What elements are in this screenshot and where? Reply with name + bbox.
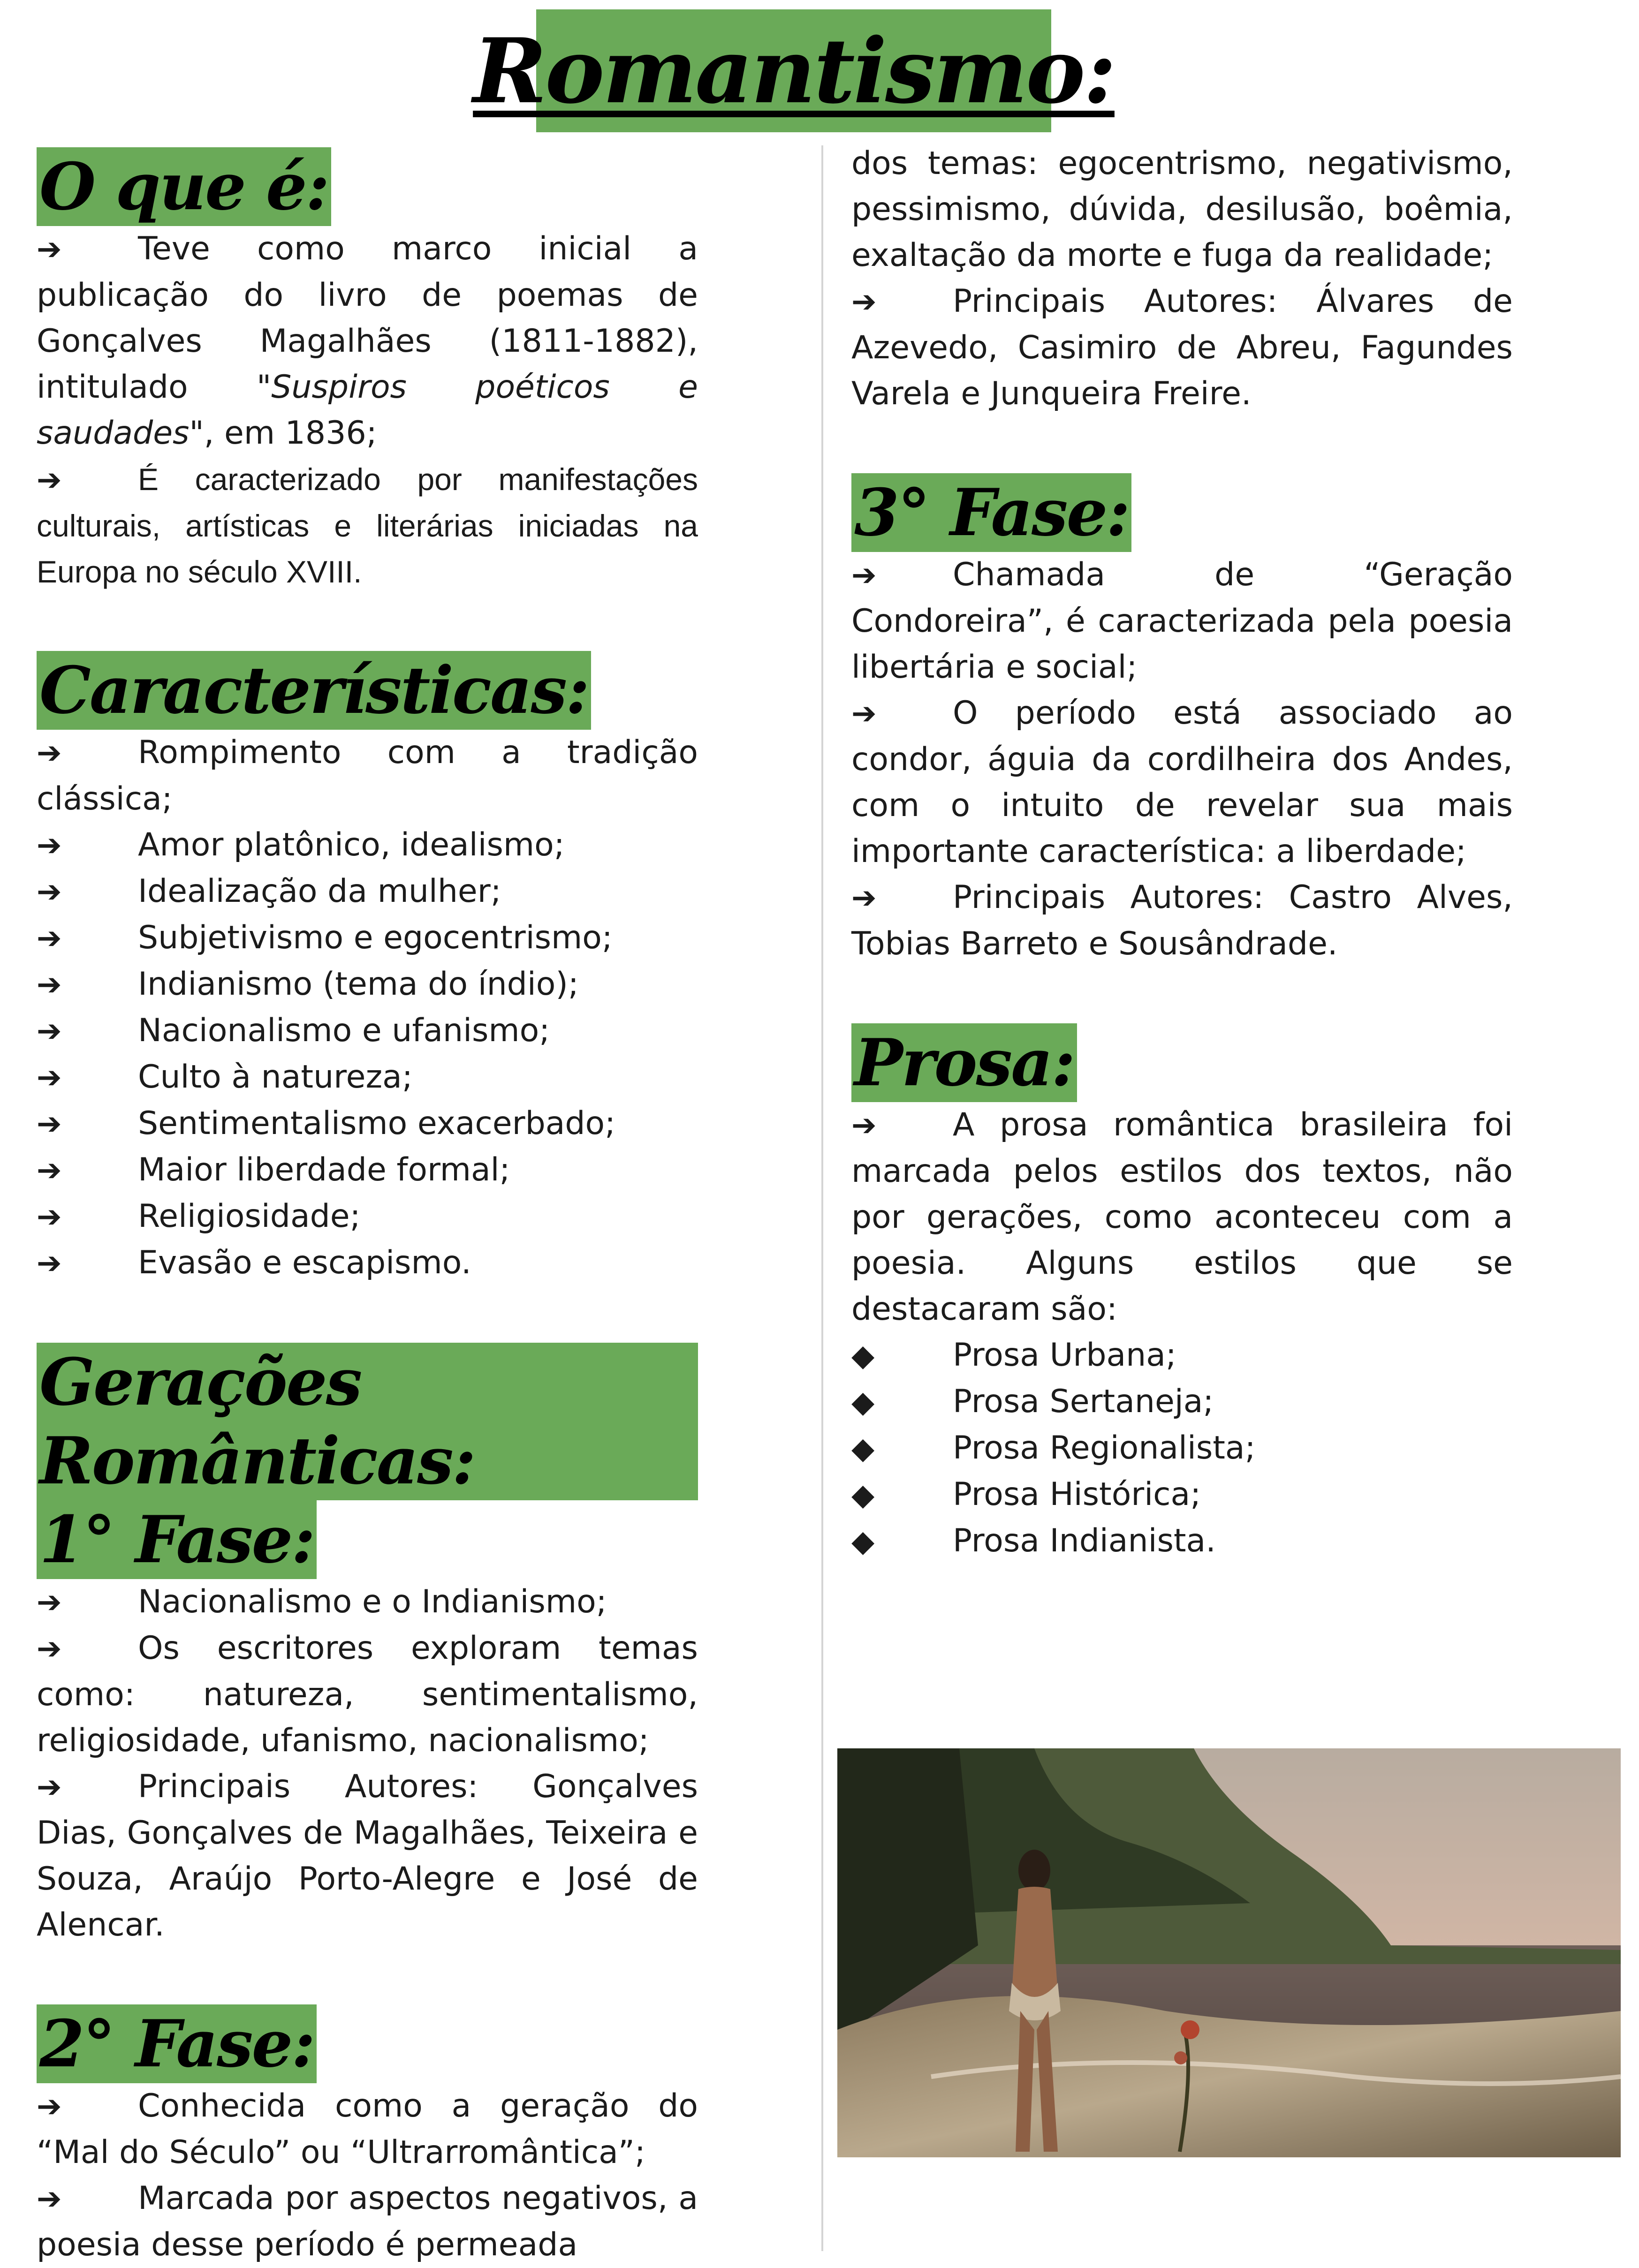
arrow-icon — [37, 961, 138, 1008]
arrow-icon — [851, 690, 953, 737]
fase-3-item: ➔O período está associado ao condor, águia da cordilheira dos Andes, com o intuito de revelar sua mais importante característica: a liberdade; — [851, 690, 1513, 875]
caracteristica-item: ➔Religiosidade; — [37, 1194, 698, 1240]
arrow-icon — [37, 1194, 138, 1240]
heading-prosa: Prosa: — [851, 1023, 1077, 1102]
fase-3-list — [851, 552, 1513, 967]
o-que-e-paragraph-1: ➔Teve como marco inicial a publicação do livro de poemas de Gonçalves Magalhães (1811-1882), intitulado "Suspiros poéticos e saudades", em 1836; — [37, 226, 698, 456]
caracteristica-item: ➔Maior liberdade formal; — [37, 1147, 698, 1194]
right-column — [851, 141, 1513, 1565]
arrow-icon — [37, 1579, 138, 1625]
arrow-icon — [37, 822, 138, 869]
page-title-banner — [473, 9, 1115, 132]
arrow-icon — [37, 730, 138, 776]
arrow-icon — [37, 1054, 138, 1101]
prosa-intro: ➔A prosa romântica brasileira foi marcada pelos estilos dos textos, não por gerações, como aconteceu com a poesia. Alguns estilos que se destacaram são: — [851, 1102, 1513, 1332]
fase-2-list — [37, 2083, 698, 2268]
caracteristica-item: ➔Subjetivismo e egocentrismo; — [37, 915, 698, 961]
fase-1-item: ➔Os escritores exploram temas como: natureza, sentimentalismo, religiosidade, ufanismo, nacionalismo; — [37, 1625, 698, 1764]
arrow-icon — [37, 1147, 138, 1194]
caracteristica-item: ➔Idealização da mulher; — [37, 869, 698, 915]
caracteristica-item: ➔Sentimentalismo exacerbado; — [37, 1101, 698, 1147]
arrow-icon — [37, 2083, 138, 2130]
heading-fase-2: 2° Fase: — [37, 2004, 317, 2083]
caracteristica-item: ➔Amor platônico, idealismo; — [37, 822, 698, 869]
fase-1-item: ➔Principais Autores: Gonçalves Dias, Gonçalves de Magalhães, Teixeira e Souza, Araújo Porto-Alegre e José de Alencar. — [37, 1764, 698, 1948]
prosa-style-item: ◆Prosa Regionalista; — [851, 1425, 1513, 1472]
romantic-painting-image — [837, 1748, 1621, 2157]
column-divider — [821, 145, 823, 2251]
heading-geracoes-romanticas: Gerações Românticas: — [37, 1343, 698, 1500]
diamond-bullet-icon — [851, 1472, 953, 1518]
arrow-icon — [37, 915, 138, 961]
caracteristica-item: ➔Indianismo (tema do índio); — [37, 961, 698, 1008]
prosa-style-item: ◆Prosa Urbana; — [851, 1332, 1513, 1379]
fase-1-item: ➔Nacionalismo e o Indianismo; — [37, 1579, 698, 1625]
caracteristica-item: ➔Evasão e escapismo. — [37, 1240, 698, 1286]
arrow-icon — [851, 279, 953, 325]
diamond-bullet-icon — [851, 1379, 953, 1425]
arrow-icon — [37, 1101, 138, 1147]
heading-fase-3: 3° Fase: — [851, 473, 1131, 552]
fase-2-autores: ➔Principais Autores: Álvares de Azevedo, Casimiro de Abreu, Fagundes Varela e Junqueira Freire. — [851, 279, 1513, 417]
diamond-bullet-icon — [851, 1332, 953, 1379]
arrow-icon — [37, 1625, 138, 1672]
arrow-icon — [37, 1764, 138, 1810]
arrow-icon — [37, 456, 138, 503]
caracteristica-item: ➔Nacionalismo e ufanismo; — [37, 1008, 698, 1054]
arrow-icon — [851, 552, 953, 598]
fase-2-item: ➔Conhecida como a geração do “Mal do Século” ou “Ultrarromântica”; — [37, 2083, 698, 2176]
fase-2-continuation: dos temas: egocentrismo, negativismo, pessimismo, dúvida, desilusão, boêmia, exaltação da morte e fuga da realidade; — [851, 145, 1513, 274]
prosa-styles-list — [851, 1332, 1513, 1565]
left-column — [37, 141, 698, 2268]
prosa-style-item: ◆Prosa Sertaneja; — [851, 1379, 1513, 1425]
arrow-icon — [37, 226, 138, 272]
page-title: Romantismo: — [473, 18, 1115, 123]
o-que-e-paragraph-2: ➔É caracterizado por manifestações culturais, artísticas e literárias iniciadas na Europa no século XVIII. — [37, 456, 698, 595]
arrow-icon — [37, 1240, 138, 1286]
heading-o-que-e: O que é: — [37, 147, 331, 226]
fase-3-item: ➔Chamada de “Geração Condoreira”, é caracterizada pela poesia libertária e social; — [851, 552, 1513, 690]
arrow-icon — [37, 1008, 138, 1054]
diamond-bullet-icon — [851, 1518, 953, 1565]
arrow-icon — [37, 2176, 138, 2222]
heading-fase-1: 1° Fase: — [37, 1500, 317, 1579]
prosa-style-item: ◆Prosa Indianista. — [851, 1518, 1513, 1565]
prosa-style-item: ◆Prosa Histórica; — [851, 1472, 1513, 1518]
arrow-icon — [851, 1102, 953, 1149]
fase-2-item: ➔Marcada por aspectos negativos, a poesia desse período é permeada — [37, 2176, 698, 2268]
diamond-bullet-icon — [851, 1425, 953, 1472]
fase-3-item: ➔Principais Autores: Castro Alves, Tobias Barreto e Sousândrade. — [851, 875, 1513, 967]
heading-caracteristicas: Características: — [37, 651, 591, 730]
fase-1-list — [37, 1579, 698, 1948]
arrow-icon — [37, 869, 138, 915]
caracteristicas-list — [37, 730, 698, 1286]
caracteristica-item: ➔Culto à natureza; — [37, 1054, 698, 1101]
arrow-icon — [851, 875, 953, 921]
caracteristica-item: ➔Rompimento com a tradição clássica; — [37, 730, 698, 822]
